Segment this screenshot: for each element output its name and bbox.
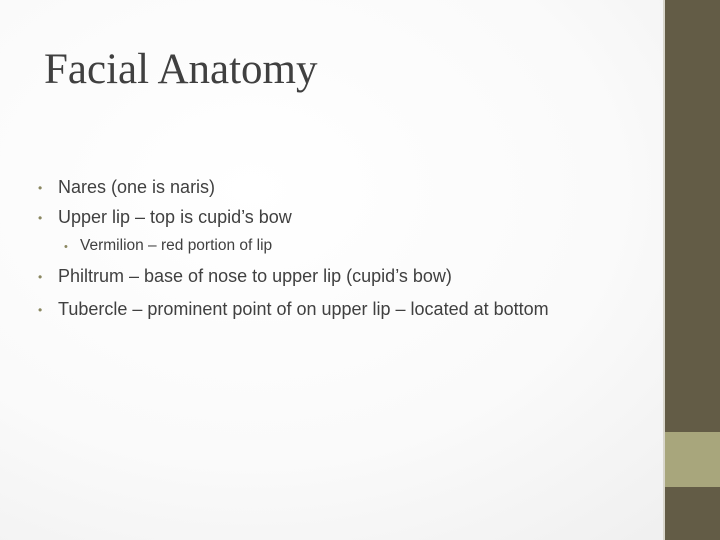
bullet-marker: • bbox=[38, 211, 43, 225]
bullet-text: Tubercle – prominent point of on upper lip – located at bottom bbox=[58, 299, 549, 319]
bullet-item bbox=[38, 265, 452, 287]
bullet-marker: • bbox=[38, 303, 43, 317]
slide-title: Facial Anatomy bbox=[44, 46, 318, 93]
bullet-text: Upper lip – top is cupid’s bow bbox=[58, 207, 292, 227]
bullet-text: Nares (one is naris) bbox=[58, 177, 216, 197]
sidebar-top-block bbox=[665, 0, 720, 432]
bullet-item bbox=[38, 298, 549, 320]
bullet-marker: • bbox=[38, 181, 43, 195]
decorative-sidebar bbox=[665, 0, 720, 540]
bullet-text: Philtrum – base of nose to upper lip (cupid’s bow) bbox=[58, 266, 452, 286]
bullet-item bbox=[38, 176, 215, 198]
bullet-text: Vermilion – red portion of lip bbox=[80, 237, 273, 254]
sidebar-bottom-block bbox=[665, 487, 720, 540]
bullet-item bbox=[38, 206, 292, 228]
sidebar-accent-block bbox=[665, 432, 720, 487]
bullet-marker: • bbox=[38, 270, 43, 284]
sub-bullet-item bbox=[64, 236, 272, 256]
bullet-marker: • bbox=[64, 241, 68, 253]
